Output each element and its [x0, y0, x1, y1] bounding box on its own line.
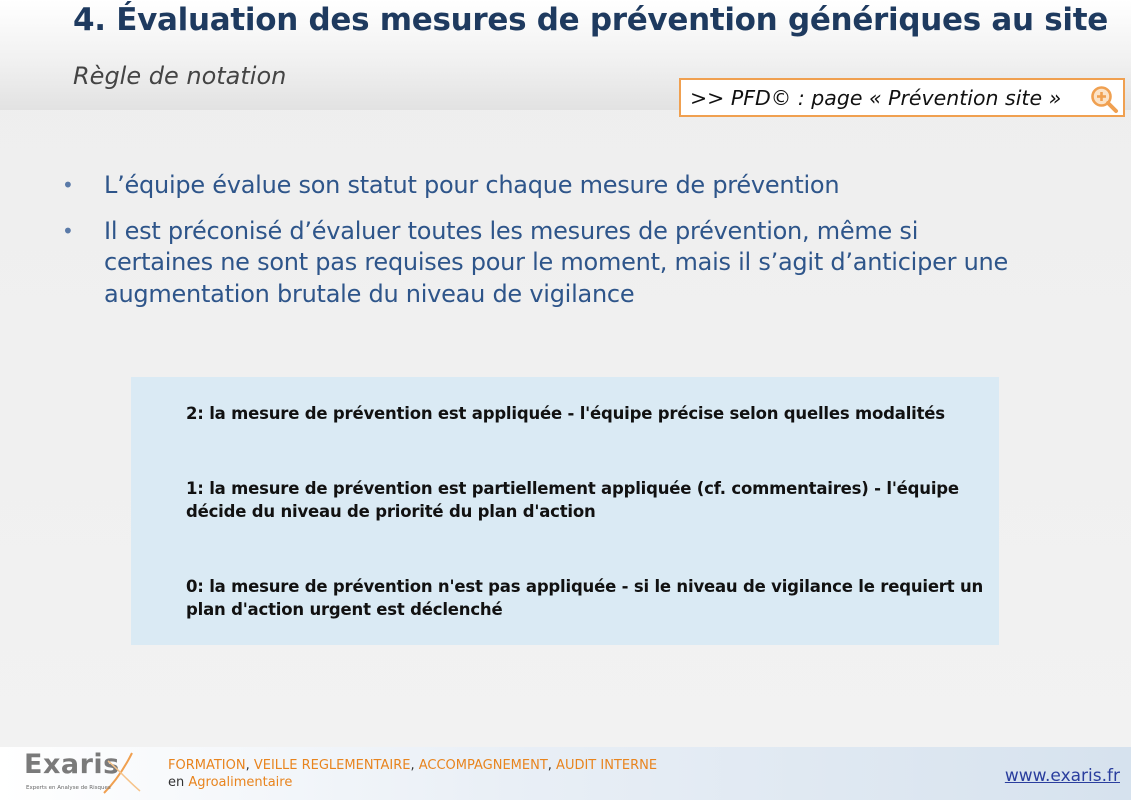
- page-title: 4. Évaluation des mesures de prévention génériques au site: [73, 2, 1108, 38]
- services-line: [168, 757, 657, 774]
- service-item: ACCOMPAGNEMENT: [418, 758, 548, 773]
- service-item: FORMATION: [168, 758, 246, 773]
- bullet-item: [60, 216, 1100, 311]
- bullet-marker: •: [62, 218, 74, 243]
- zoom-in-icon[interactable]: [1089, 84, 1119, 114]
- service-item: AUDIT INTERNE: [556, 758, 658, 773]
- service-item: VEILLE REGLEMENTAIRE: [253, 758, 411, 773]
- rating-rule-2: 2: la mesure de prévention est appliquée - l'équipe précise selon quelles modalités: [186, 404, 945, 423]
- page-subtitle: Règle de notation: [73, 62, 287, 90]
- bullet-list: [60, 170, 1100, 324]
- logo-wordmark: Exaris: [24, 749, 120, 780]
- rating-rules-panel: [131, 377, 999, 645]
- reference-link-box[interactable]: [679, 78, 1125, 117]
- reference-link-text[interactable]: >> PFD© : page « Prévention site »: [690, 85, 1062, 110]
- service-separator: ,: [547, 758, 557, 773]
- footer-services: [168, 757, 657, 791]
- slide-footer: [0, 747, 1131, 800]
- bullet-item: [60, 170, 1100, 202]
- domain-line: [168, 774, 657, 791]
- bullet-marker: •: [62, 173, 74, 197]
- service-separator: ,: [410, 758, 419, 773]
- logo-tagline: Experts en Analyse de Risques: [26, 785, 111, 791]
- website-link[interactable]: www.exaris.fr: [1004, 766, 1120, 786]
- domain-prefix: en: [168, 775, 189, 790]
- rating-rule-0: 0: la mesure de prévention n'est pas appliquée - si le niveau de vigilance le requiert un plan d'action urgent est déclenché: [186, 577, 984, 619]
- exaris-logo: [14, 749, 154, 797]
- service-separator: ,: [245, 758, 254, 773]
- bullet-text: L’équipe évalue son statut pour chaque mesure de prévention: [104, 171, 840, 199]
- bullet-text: Il est préconisé d’évaluer toutes les mesures de prévention, même si certaines ne sont pas requises pour le moment, mais il s’agit d’anticiper une augmentation brutale du niveau de vigilance: [104, 216, 1009, 308]
- domain-name: Agroalimentaire: [188, 775, 293, 790]
- rating-rule-1: 1: la mesure de prévention est partiellement appliquée (cf. commentaires) - l'équipe décide du niveau de priorité du plan d'action: [186, 479, 959, 521]
